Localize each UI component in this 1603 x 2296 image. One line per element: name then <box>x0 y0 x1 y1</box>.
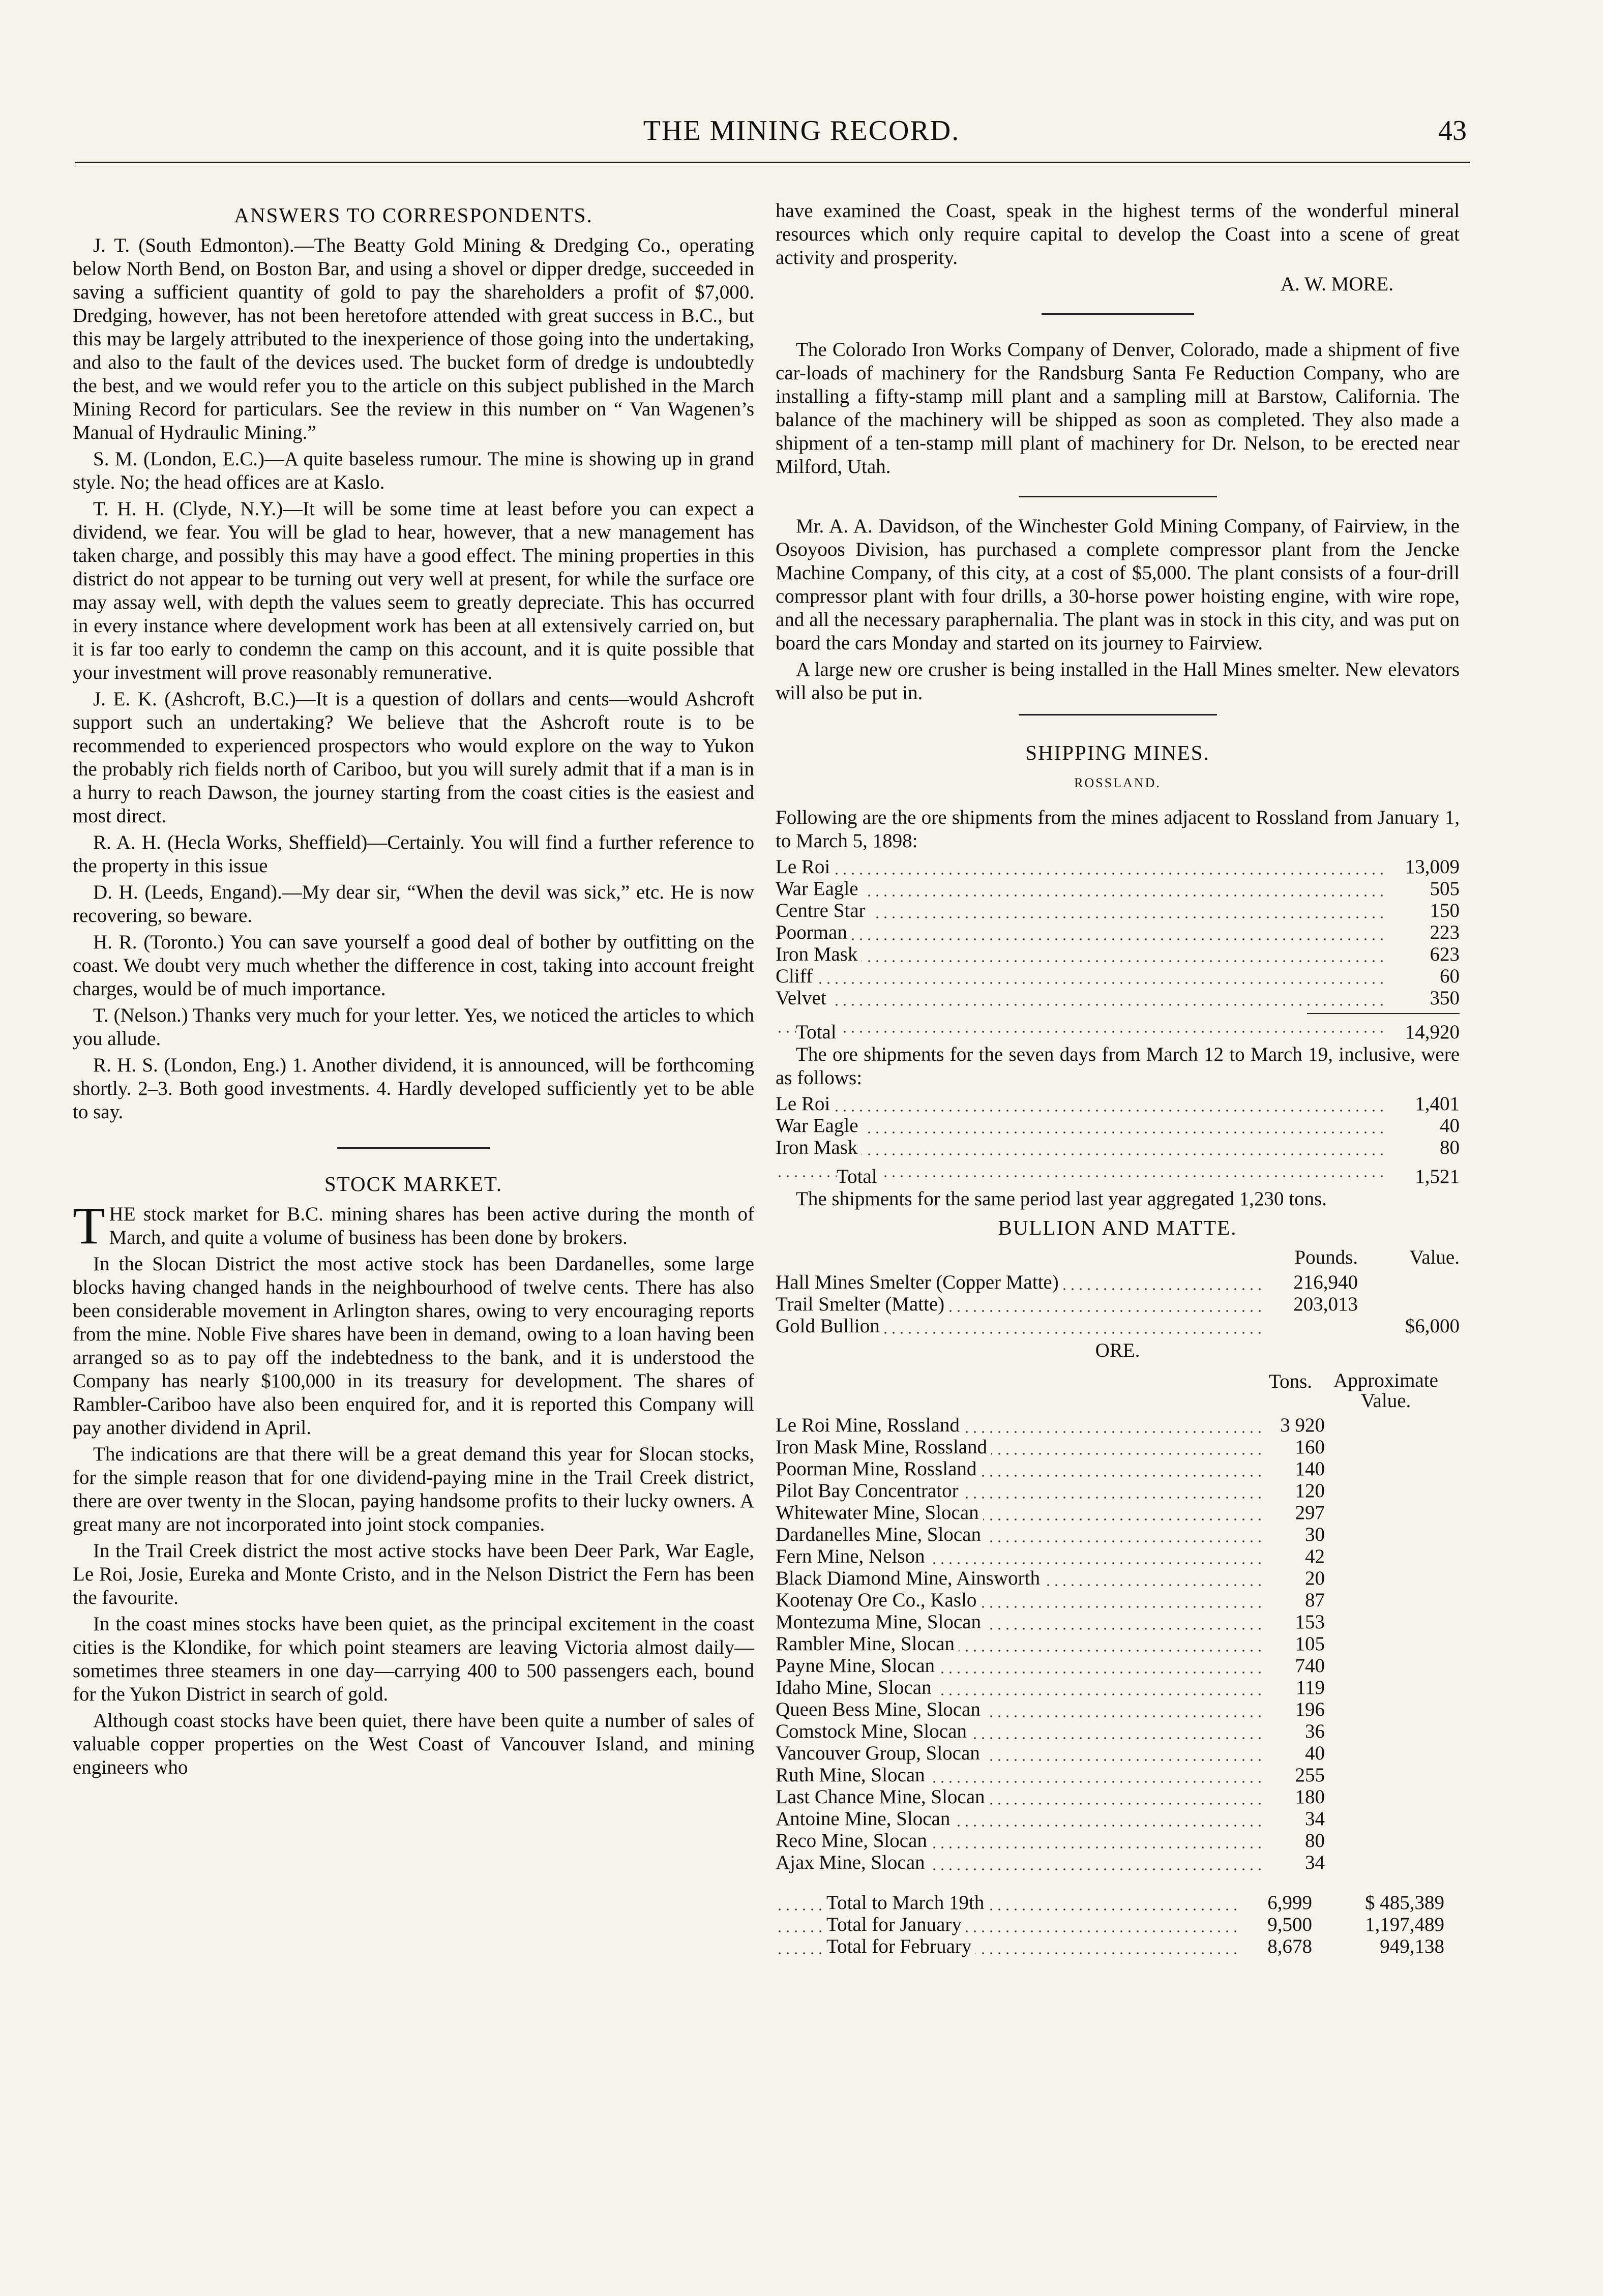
table-row <box>776 1914 1460 1935</box>
ore-mine-name: Rambler Mine, Slocan <box>776 1633 959 1655</box>
table-row <box>776 1414 1325 1436</box>
header-rule <box>75 162 1470 163</box>
mine-tons: 150 <box>1430 900 1460 921</box>
mine-tons: 60 <box>1440 965 1460 987</box>
answer-paragraph: J. T. (South Edmonton).—The Beatty Gold Mining & Dredging Co., operating below North Bend, on Boston Bar, and using a shovel or dipper dredge, succeeded in saving a sufficient quantity of gold to pay the shareholders a profit of $7,000. Dredging, however, has not been heretofore attended with great success in B.C., but this may be largely attributed to the inexperience of those going into the undertaking, and also to the fault of the devices used. The bucket form of dredge is undoubtedly the best, and we would refer you to the article on this subject published in the March Mining Record for particulars. See the review in this number on “ Van Wagenen’s Manual of Hydraulic Mining.” <box>73 234 754 443</box>
table-row <box>776 1935 1460 1957</box>
ore-title: ORE. <box>1095 1339 1140 1361</box>
table-row <box>776 1093 1460 1115</box>
table-row <box>776 1720 1325 1742</box>
mine-name: Le Roi <box>776 1093 834 1115</box>
stock-market-title: STOCK MARKET. <box>324 1172 503 1196</box>
bullion-value: $6,000 <box>1405 1315 1460 1337</box>
table-row <box>776 1830 1325 1852</box>
mine-tons: 505 <box>1430 878 1460 900</box>
table-row <box>776 856 1460 878</box>
shipping-intro: Following are the ore shipments from the mines adjacent to Rossland from January 1, to March 5, 1898: <box>776 807 1460 852</box>
ore-mine-name: Comstock Mine, Slocan <box>776 1720 971 1742</box>
col-pounds: Pounds. <box>1294 1246 1358 1268</box>
table-row <box>776 900 1460 921</box>
shipping-table <box>776 856 1460 1009</box>
total-row <box>776 1158 1460 1187</box>
table-row <box>776 1436 1325 1458</box>
ore-total-value: $ 485,389 <box>1365 1892 1444 1914</box>
table-row <box>776 1677 1325 1698</box>
page-number: 43 <box>1438 115 1467 146</box>
ore-total-tons: 9,500 <box>1267 1914 1312 1935</box>
right-column <box>776 199 1460 1957</box>
stock-paragraph: The indications are that there will be a great demand this year for Slocan stocks, for the simple reason that for one dividend-paying mine in the Trail Creek district, there are over twenty in the Slocan, paying handsome profits to their lucky owners. A great many are not incorporated into joint stock companies. <box>73 1443 754 1535</box>
ore-mine-name: Fern Mine, Nelson <box>776 1545 929 1567</box>
ore-tons: 740 <box>1295 1655 1325 1677</box>
col-tons: Tons. <box>1268 1370 1312 1392</box>
crusher-paragraph: A large new ore crusher is being installed in the Hall Mines smelter. New elevators will also be put in. <box>776 659 1460 704</box>
ore-tons: 105 <box>1295 1633 1325 1655</box>
mine-name: Poorman <box>776 921 851 943</box>
bullion-name: Gold Bullion <box>776 1315 884 1337</box>
stock-paragraph: In the Slocan District the most active stock has been Dardanelles, some large blocks having changed hands in the neighbourhood of twelve cents. There has also been considerable movement in Arlington shares, owing to very encouraging reports from the mine. Noble Five shares have been in demand, owing to a loan having been arranged so as to pay off the indebtedness to the bank, and it is understood the Company has nearly $100,000 in its treasury for development. The shares of Rambler-Cariboo have also been enquired for, and it is reported this Company will pay another dividend in April. <box>73 1253 754 1439</box>
ore-total-tons: 8,678 <box>1267 1935 1312 1957</box>
answer-paragraph: J. E. K. (Ashcroft, B.C.)—It is a question of dollars and cents—would Ashcroft support such an undertaking? We believe that the Ashcroft route is to be recommended to experienced prospectors who would explore on the way to Yukon the probably rich fields north of Cariboo, but you will surely admit that if a man is in a hurry to reach Dawson, the journey starting from the coast cities is the easiest and most direct. <box>73 688 754 827</box>
total-value: 14,920 <box>1405 1021 1460 1043</box>
table-row <box>776 1458 1325 1480</box>
ore-tons: 160 <box>1295 1436 1325 1458</box>
stock-market-section <box>73 1197 754 1779</box>
ore-mine-name: Iron Mask Mine, Rossland <box>776 1436 991 1458</box>
mine-tons: 13,009 <box>1405 856 1460 878</box>
ore-tons: 42 <box>1305 1545 1325 1567</box>
answer-paragraph: H. R. (Toronto.) You can save yourself a good deal of bother by outfitting on the coast. We doubt very much whether the difference in cost, taking into account freight charges, would be of much importance. <box>73 931 754 1000</box>
signature: A. W. MORE. <box>1280 273 1393 295</box>
ore-total-tons: 6,999 <box>1267 1892 1312 1914</box>
mine-tons: 1,401 <box>1415 1093 1460 1115</box>
mine-tons: 40 <box>1440 1115 1460 1137</box>
ore-total-label: Total to March 19th <box>826 1892 988 1914</box>
ore-tons: 180 <box>1295 1786 1325 1808</box>
bullion-name: Trail Smelter (Matte) <box>776 1293 948 1315</box>
colorado-paragraph: The Colorado Iron Works Company of Denver, Colorado, made a shipment of five car-loads of machinery for the Randsburg Santa Fe Reduction Company, who are installing a fifty-stamp mill plant and a sampling mill at Barstow, California. The balance of the machinery will be shipped as soon as completed. They also made a shipment of a ten-stamp mill plant of machinery for Dr. Nelson, to be erected near Milford, Utah. <box>776 339 1460 478</box>
ore-total-label: Total for January <box>826 1914 966 1935</box>
ore-tons: 34 <box>1305 1852 1325 1873</box>
answers-section <box>73 234 754 1124</box>
answer-paragraph: T. H. H. (Clyde, N.Y.)—It will be some time at least before you can expect a dividend, we fear. You will be glad to hear, however, that a new management has taken charge, and possibly this may have a good effect. The mining properties in this district do not appear to be turning out very well at present, for while the surface ore may assay well, with depth the values seem to greatly depreciate. This has occurred in every instance where development work has been at all extensively carried on, but it is far too early to condemn the camp on this account, and it is quite possible that your investment will prove reasonably remunerative. <box>73 498 754 683</box>
ore-rows <box>776 1414 1325 1873</box>
mine-name: Iron Mask <box>776 1137 862 1158</box>
table-row <box>776 987 1460 1009</box>
ore-table <box>776 1370 1460 1414</box>
table-row <box>776 1480 1325 1502</box>
col-value: Value. <box>1409 1246 1460 1268</box>
shipping-total <box>776 1014 1460 1043</box>
table-header <box>776 1370 1460 1414</box>
table-row <box>776 1852 1325 1873</box>
total-label: Total <box>796 1021 841 1043</box>
ore-tons: 87 <box>1305 1589 1325 1611</box>
mine-name: Iron Mask <box>776 943 862 965</box>
ore-tons: 140 <box>1295 1458 1325 1480</box>
ore-mine-name: Idaho Mine, Slocan <box>776 1677 936 1698</box>
ore-tons: 119 <box>1295 1677 1325 1698</box>
section-divider <box>1019 496 1217 497</box>
ore-total-value: 1,197,489 <box>1365 1914 1444 1935</box>
answer-paragraph: S. M. (London, E.C.)—A quite baseless rumour. The mine is showing up in grand style. No; the head offices are at Kaslo. <box>73 448 754 493</box>
ore-mine-name: Poorman Mine, Rossland <box>776 1458 981 1480</box>
total-value: 1,521 <box>1415 1166 1460 1187</box>
table-row <box>776 878 1460 900</box>
stock-paragraph: In the Trail Creek district the most active stocks have been Deer Park, War Eagle, Le Roi, Josie, Eureka and Monte Cristo, and in the Nelson District the Fern has been the favourite. <box>73 1540 754 1608</box>
ore-tons: 20 <box>1305 1567 1325 1589</box>
ore-tons: 255 <box>1295 1764 1325 1786</box>
ore-mine-name: Last Chance Mine, Slocan <box>776 1786 989 1808</box>
table-row <box>776 1271 1460 1293</box>
stock-paragraph: Although coast stocks have been quiet, there have been quite a number of sales of valuable copper properties on the West Coast of Vancouver Island, and mining engineers who <box>73 1710 754 1778</box>
ore-mine-name: Reco Mine, Slocan <box>776 1830 931 1852</box>
ore-mine-name: Ruth Mine, Slocan <box>776 1764 929 1786</box>
week-table <box>776 1093 1460 1187</box>
mine-tons: 623 <box>1430 943 1460 965</box>
mine-tons: 223 <box>1430 921 1460 943</box>
drop-cap: T <box>73 1197 105 1255</box>
col-approx-value: Approximate Value. <box>1333 1369 1438 1412</box>
ore-tons: 297 <box>1295 1502 1325 1524</box>
stock-paragraph-first <box>73 1197 754 1255</box>
table-row <box>776 1808 1325 1830</box>
table-header <box>776 1246 1460 1271</box>
ore-mine-name: Le Roi Mine, Rossland <box>776 1414 964 1436</box>
bullion-table <box>776 1246 1460 1337</box>
table-row <box>776 1502 1325 1524</box>
table-row <box>776 1655 1325 1677</box>
answers-title: ANSWERS TO CORRESPONDENTS. <box>234 203 593 227</box>
table-row <box>776 1698 1325 1720</box>
bullion-pounds: 216,940 <box>1293 1271 1358 1293</box>
week-intro: The ore shipments for the seven days from March 12 to March 19, inclusive, were as follows: <box>776 1043 1460 1089</box>
table-row <box>776 1611 1325 1633</box>
ore-total-value: 949,138 <box>1380 1935 1444 1957</box>
bullion-pounds <box>1261 1315 1358 1337</box>
section-divider <box>337 1147 490 1149</box>
table-row <box>776 943 1460 965</box>
ore-tons: 196 <box>1295 1698 1325 1720</box>
ore-tons: 120 <box>1295 1480 1325 1502</box>
ore-tons: 40 <box>1305 1742 1325 1764</box>
table-row <box>776 1524 1325 1545</box>
stock-paragraph: In the coast mines stocks have been quiet, as the principal excitement in the coast cities is the Klondike, for which point steamers are leaving Victoria almost daily—sometimes three steamers in one day—carrying 400 to 500 passengers each, bound for the Yukon District in search of gold. <box>73 1613 754 1705</box>
mine-name: War Eagle <box>776 1115 863 1137</box>
ore-mine-name: Payne Mine, Slocan <box>776 1655 939 1677</box>
section-divider <box>1019 714 1217 715</box>
table-row <box>776 1742 1325 1764</box>
answer-paragraph: R. A. H. (Hecla Works, Sheffield)—Certainly. You will find a further reference to the property in this issue <box>73 831 754 877</box>
bullion-value <box>1358 1293 1460 1315</box>
mine-name: War Eagle <box>776 878 863 900</box>
ore-mine-name: Whitewater Mine, Slocan <box>776 1502 983 1524</box>
ore-mine-name: Kootenay Ore Co., Kaslo <box>776 1589 981 1611</box>
journal-title: THE MINING RECORD. <box>643 115 960 146</box>
section-divider <box>1042 313 1194 315</box>
ore-mine-name: Dardanelles Mine, Slocan <box>776 1524 985 1545</box>
table-row <box>776 1115 1460 1137</box>
mine-name: Centre Star <box>776 900 870 921</box>
answer-paragraph: T. (Nelson.) Thanks very much for your letter. Yes, we noticed the articles to which you allude. <box>73 1004 754 1050</box>
shipping-title: SHIPPING MINES. <box>1025 741 1210 764</box>
mine-name: Velvet <box>776 987 830 1009</box>
mine-name: Cliff <box>776 965 817 987</box>
table-row <box>776 1293 1460 1315</box>
table-row <box>776 1567 1325 1589</box>
shipping-subtitle: ROSSLAND. <box>1074 776 1161 790</box>
ore-tons: 36 <box>1305 1720 1325 1742</box>
ore-tons: 34 <box>1305 1808 1325 1830</box>
table-row <box>776 921 1460 943</box>
table-row <box>776 1545 1325 1567</box>
bullion-pounds: 203,013 <box>1293 1293 1358 1315</box>
answer-paragraph: R. H. S. (London, Eng.) 1. Another dividend, it is announced, will be forthcoming shortly. 2–3. Both good investments. 4. Hardly developed sufficiently yet to be able to say. <box>73 1054 754 1123</box>
ore-tons: 30 <box>1305 1524 1325 1545</box>
ore-mine-name: Queen Bess Mine, Slocan <box>776 1698 985 1720</box>
more-letter-continuation: have examined the Coast, speak in the highest terms of the wonderful mineral resources which only require capital to develop the Coast into a scene of great activity and prosperity. <box>776 200 1460 269</box>
total-label: Total <box>837 1166 881 1187</box>
table-row <box>776 1764 1325 1786</box>
mine-name: Le Roi <box>776 856 834 878</box>
ore-total-label: Total for February <box>826 1935 975 1957</box>
mine-tons: 350 <box>1430 987 1460 1009</box>
bullion-name: Hall Mines Smelter (Copper Matte) <box>776 1271 1063 1293</box>
ore-mine-name: Montezuma Mine, Slocan <box>776 1611 985 1633</box>
ore-mine-name: Pilot Bay Concentrator <box>776 1480 963 1502</box>
table-row <box>776 1589 1325 1611</box>
ore-tons: 153 <box>1295 1611 1325 1633</box>
ore-totals <box>776 1892 1460 1957</box>
table-row <box>776 965 1460 987</box>
page-header <box>0 114 1603 150</box>
davidson-paragraph: Mr. A. A. Davidson, of the Winchester Gold Mining Company, of Fairview, in the Osoyoos Division, has purchased a complete compressor plant from the Jencke Machine Company, of this city, at a cost of $5,000. The plant consists of a four-drill compressor plant with four drills, a 30-horse power hoisting engine, with wire rope, and all the necessary paraphernalia. The plant was in stock in this city, and was put on board the cars Monday and started on its journey to Fairview. <box>776 515 1460 654</box>
left-column <box>73 203 754 1782</box>
stock-first-text: HE stock market for B.C. mining shares has been active during the month of March, and quite a volume of business has been done by brokers. <box>109 1203 754 1248</box>
last-year-note: The shipments for the same period last year aggregated 1,230 tons. <box>796 1188 1327 1210</box>
ore-mine-name: Antoine Mine, Slocan <box>776 1808 954 1830</box>
mine-tons: 80 <box>1440 1137 1460 1158</box>
bullion-value <box>1358 1271 1460 1293</box>
answer-paragraph: D. H. (Leeds, Engand).—My dear sir, “When the devil was sick,” etc. He is now recovering, so beware. <box>73 881 754 927</box>
ore-tons: 80 <box>1305 1830 1325 1852</box>
ore-mine-name: Black Diamond Mine, Ainsworth <box>776 1567 1044 1589</box>
ore-mine-name: Vancouver Group, Slocan <box>776 1742 984 1764</box>
table-row <box>776 1633 1325 1655</box>
table-row <box>776 1786 1325 1808</box>
table-row <box>776 1137 1460 1158</box>
bullion-title: BULLION AND MATTE. <box>998 1216 1237 1239</box>
table-row <box>776 1315 1460 1337</box>
ore-tons: 3 920 <box>1280 1414 1325 1436</box>
total-row <box>776 1014 1460 1043</box>
ore-mine-name: Ajax Mine, Slocan <box>776 1852 929 1873</box>
table-row <box>776 1892 1460 1914</box>
